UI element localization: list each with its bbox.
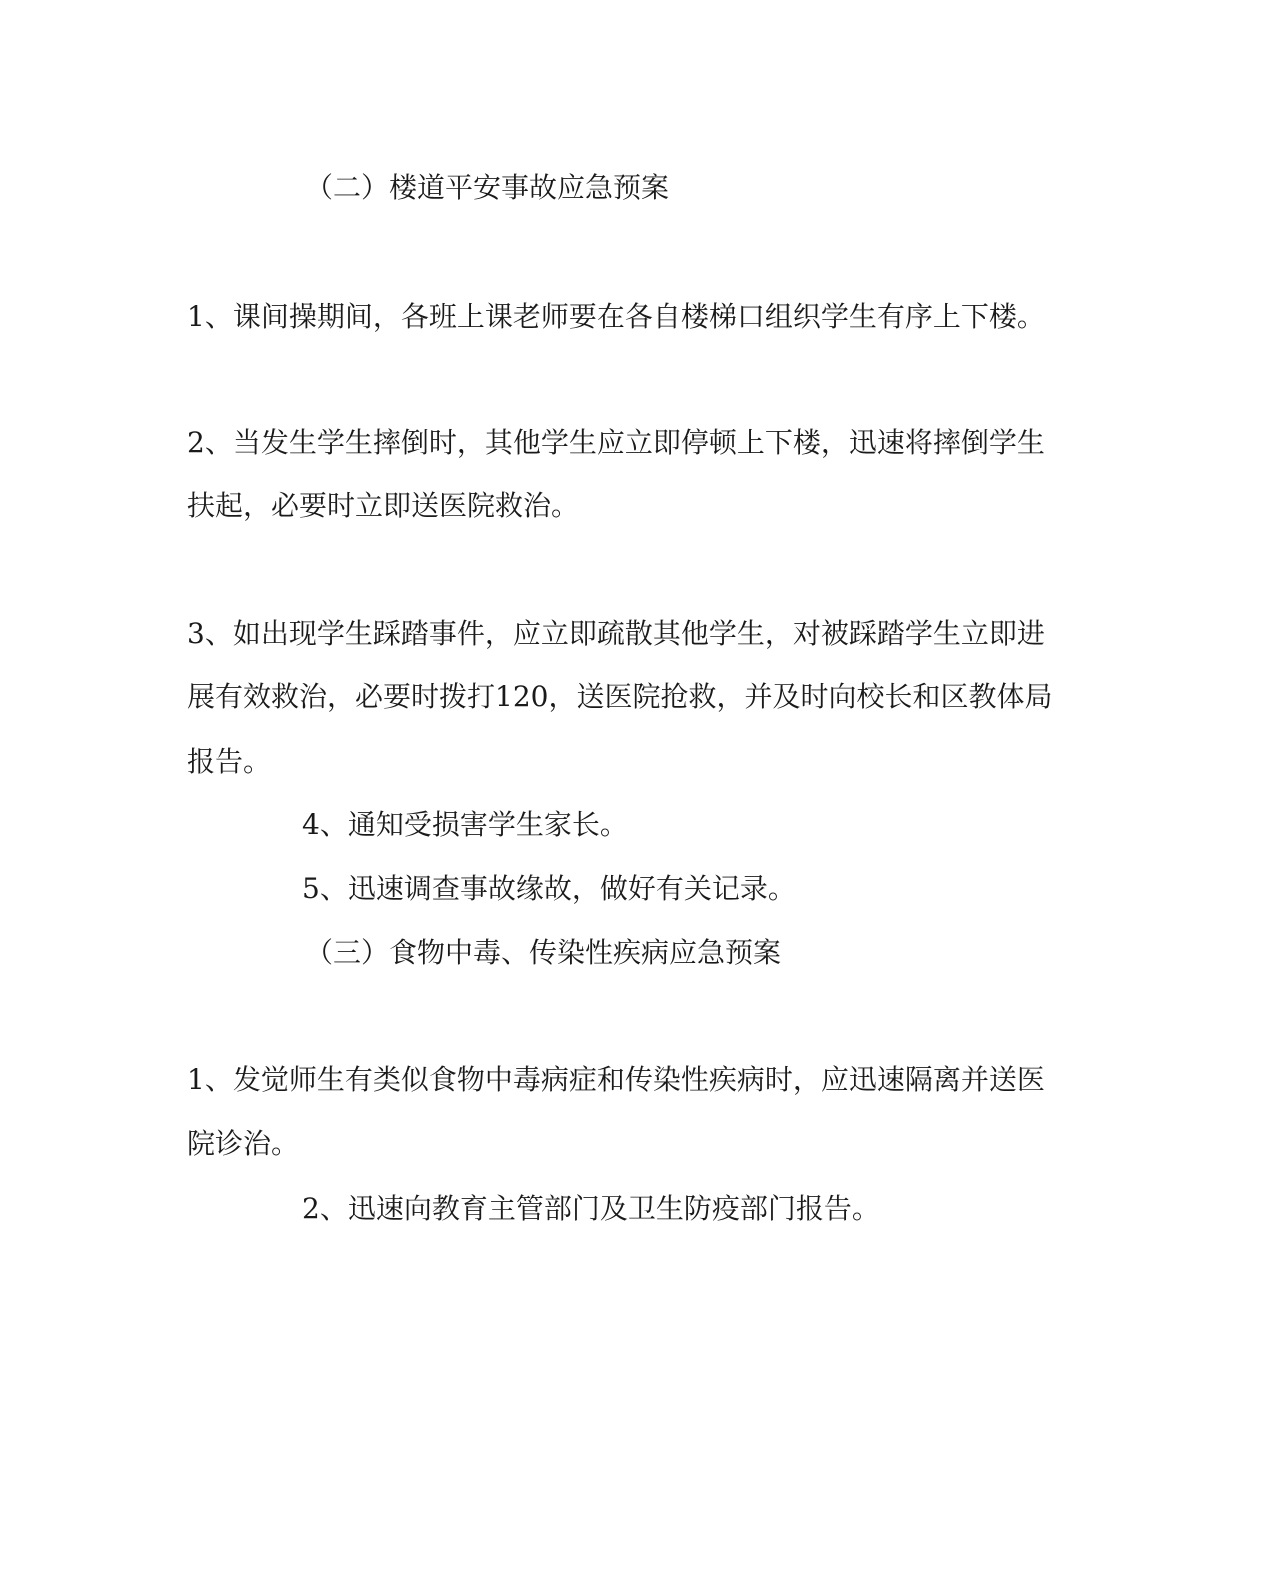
stairway-item-5: 5、迅速调查事故缘故，做好有关记录。: [302, 872, 796, 905]
stairway-item-3-line-1: 3、如出现学生踩踏事件，应立即疏散其他学生，对被踩踏学生立即进: [187, 617, 1045, 650]
section-heading-food-poisoning: （三）食物中毒、传染性疾病应急预案: [305, 936, 782, 969]
stairway-item-2-line-1: 2、当发生学生摔倒时，其他学生应立即停顿上下楼，迅速将摔倒学生: [187, 426, 1045, 459]
food-item-2: 2、迅速向教育主管部门及卫生防疫部门报告。: [302, 1192, 880, 1225]
stairway-item-1: 1、课间操期间，各班上课老师要在各自楼梯口组织学生有序上下楼。: [187, 300, 1045, 333]
stairway-item-4: 4、通知受损害学生家长。: [302, 808, 628, 841]
stairway-item-2-line-2: 扶起，必要时立即送医院救治。: [187, 489, 580, 522]
food-item-1-line-1: 1、发觉师生有类似食物中毒病症和传染性疾病时，应迅速隔离并送医: [187, 1063, 1045, 1096]
food-item-1-line-2: 院诊治。: [187, 1127, 300, 1160]
stairway-item-3-line-2: 展有效救治，必要时拨打120，送医院抢救，并及时向校长和区教体局: [187, 680, 1053, 713]
stairway-item-3-line-3: 报告。: [187, 745, 272, 778]
section-heading-stairway: （二）楼道平安事故应急预案: [305, 171, 670, 204]
